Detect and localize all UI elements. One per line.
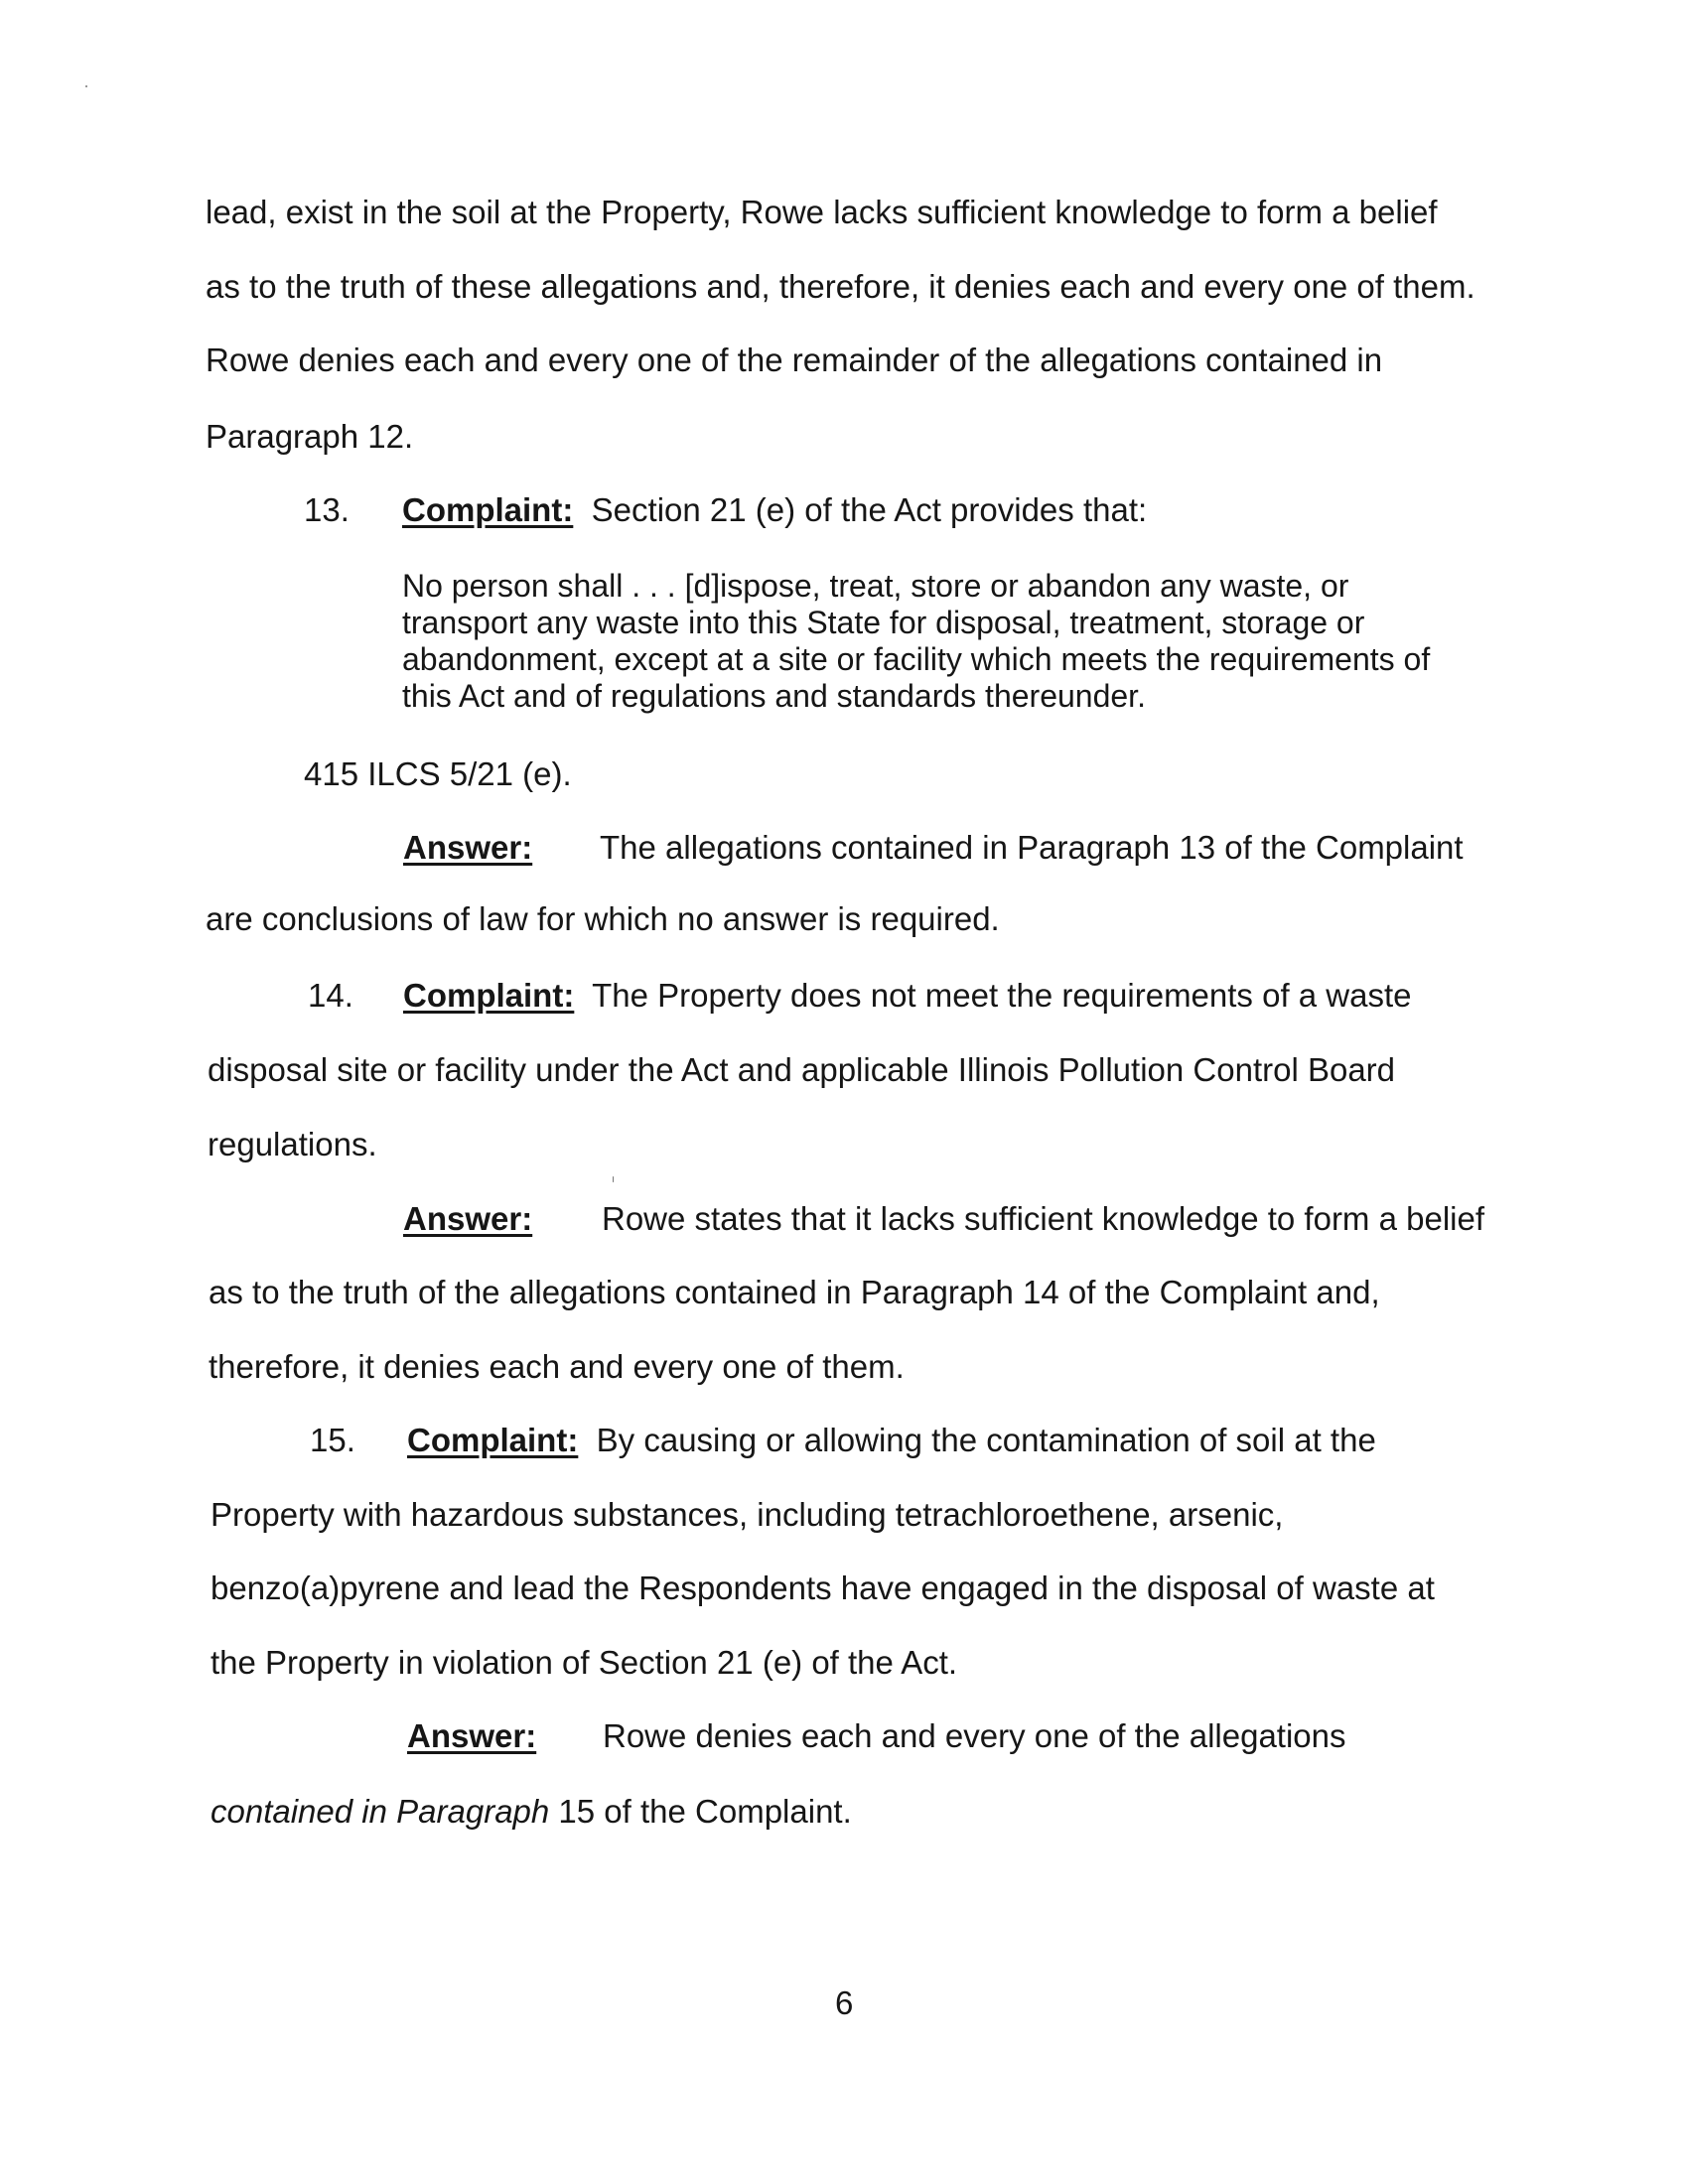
para15-line-4: the Property in violation of Section 21 (e) of the Act. (210, 1644, 958, 1681)
para13-complaint-heading: Complaint: (402, 491, 574, 528)
para15-answer-line-1: Rowe denies each and every one of the allegations (603, 1717, 1346, 1754)
para14-line-1: The Property does not meet the requirements of a waste (592, 977, 1412, 1014)
para12-line-3: Rowe denies each and every one of the remainder of the allegations contained in (206, 341, 1383, 378)
para12-line-1: lead, exist in the soil at the Property, Rowe lacks sufficient knowledge to form a belief (206, 194, 1438, 230)
para15-answer-italic: contained in Paragraph (210, 1793, 550, 1830)
para14-answer-heading (403, 1199, 532, 1239)
para14-heading-line (403, 976, 1412, 1016)
para14-line-3: regulations. (208, 1126, 377, 1162)
para15-complaint-heading: Complaint: (407, 1422, 579, 1458)
para15-answer-heading (407, 1716, 536, 1756)
para13-quote-line-2: transport any waste into this State for disposal, treatment, storage or (402, 605, 1365, 640)
para15-number: 15. (310, 1422, 355, 1458)
para15-line-3: benzo(a)pyrene and lead the Respondents have engaged in the disposal of waste at (210, 1570, 1435, 1606)
para15-line-2: Property with hazardous substances, including tetrachloroethene, arsenic, (210, 1496, 1284, 1533)
para13-answer-line-2: are conclusions of law for which no answer is required. (206, 900, 1000, 937)
para14-answer-label: Answer: (403, 1200, 533, 1237)
para13-number: 13. (304, 491, 350, 528)
para15-answer-line-2 (210, 1792, 852, 1832)
para14-line-2: disposal site or facility under the Act and applicable Illinois Pollution Control Board (208, 1051, 1396, 1088)
para14-complaint-heading: Complaint: (403, 977, 575, 1014)
para15-answer-rest: 15 of the Complaint. (549, 1793, 852, 1830)
para13-heading-line (402, 490, 1147, 530)
para14-number: 14. (308, 977, 353, 1014)
para14-answer-line-1: Rowe states that it lacks sufficient knowledge to form a belief (602, 1200, 1485, 1237)
para13-text: Section 21 (e) of the Act provides that: (591, 491, 1148, 528)
para15-heading-line (407, 1421, 1376, 1460)
page-number: 6 (835, 1984, 854, 2021)
para14-answer-line-3: therefore, it denies each and every one of them. (209, 1348, 905, 1385)
para12-line-2: as to the truth of these allegations and, therefore, it denies each and every one of them. (206, 268, 1475, 305)
para13-answer-line-1: The allegations contained in Paragraph 13 of the Complaint (600, 829, 1464, 866)
scan-speck (613, 1176, 614, 1182)
para15-answer-label: Answer: (407, 1717, 537, 1754)
para14-answer-line-2: as to the truth of the allegations contained in Paragraph 14 of the Complaint and, (209, 1274, 1380, 1310)
para13-answer-heading (403, 828, 532, 868)
scan-speck (85, 85, 87, 87)
para13-quote-line-1: No person shall . . . [d]ispose, treat, store or abandon any waste, or (402, 568, 1349, 604)
para13-quote-line-3: abandonment, except at a site or facility which meets the requirements of (402, 641, 1431, 677)
para13-quote-line-4: this Act and of regulations and standards thereunder. (402, 678, 1146, 714)
para13-citation: 415 ILCS 5/21 (e). (304, 755, 572, 792)
para15-line-1: By causing or allowing the contamination of soil at the (596, 1422, 1376, 1458)
para12-line-4: Paragraph 12. (206, 418, 414, 455)
para13-answer-label: Answer: (403, 829, 533, 866)
